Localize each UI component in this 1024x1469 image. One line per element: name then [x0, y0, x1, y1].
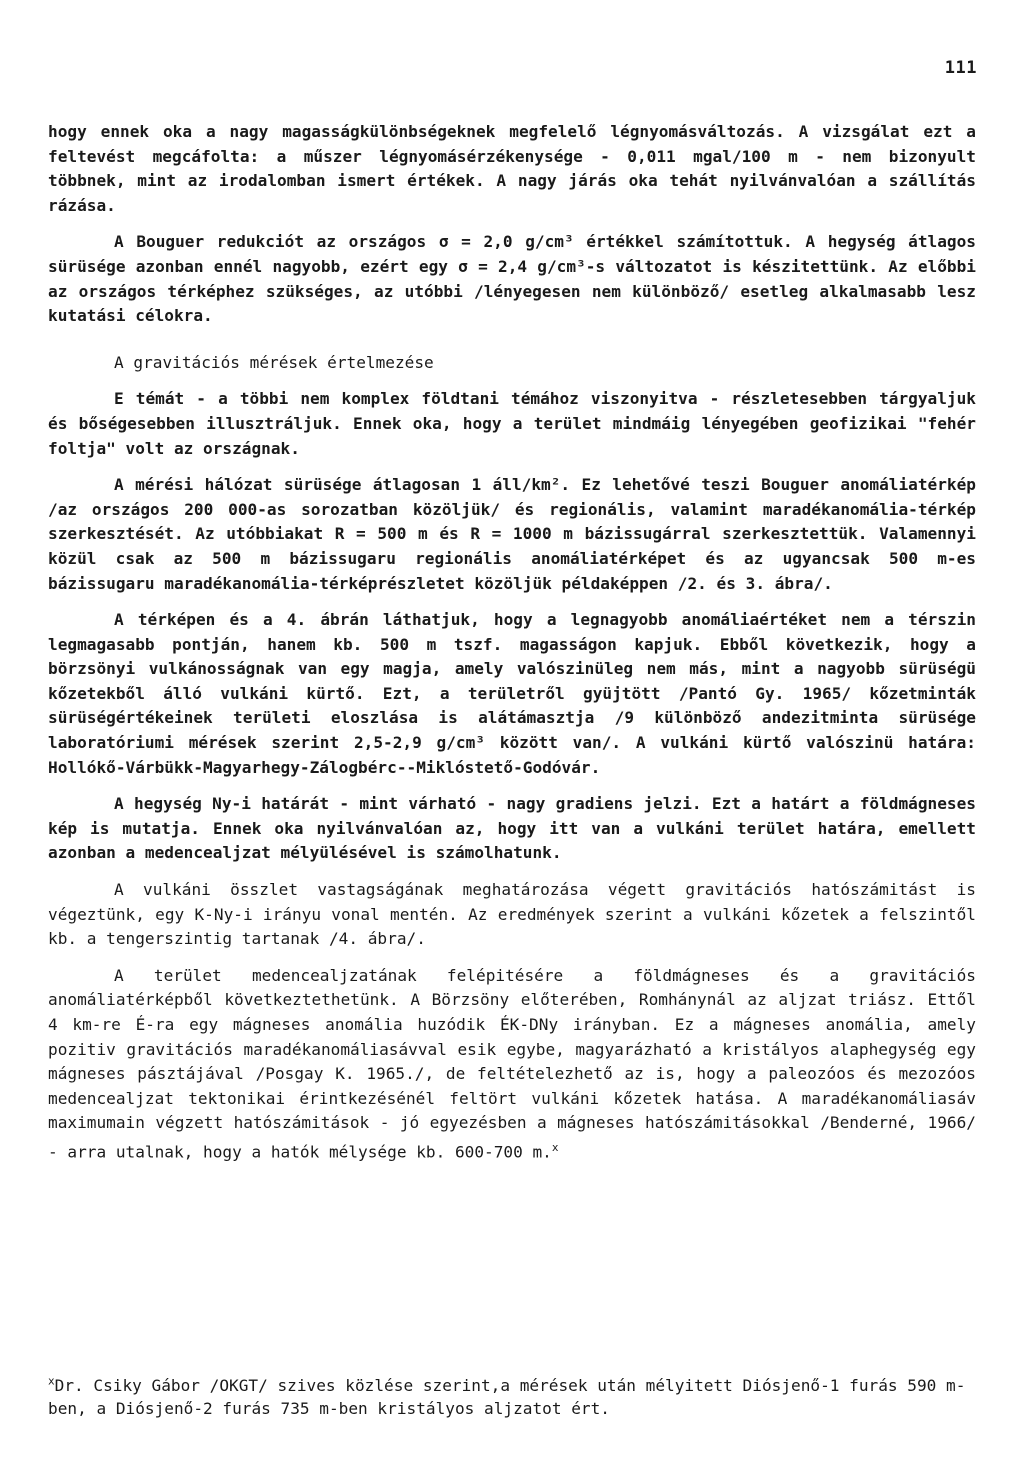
paragraph-bouguer: A Bouguer redukciót az országos σ = 2,0 g/cm³ értékkel számítottuk. A hegység átlagos sürüsége azonban ennél nagyobb, ezért egy σ = 2,4 g/cm³-s változatot is készitettünk. Az előbbi az országos térképhez szükséges, az utóbbi /lényegesen nem különböző/ esetleg alkalmasabb lesz kutatási célokra.	[48, 232, 976, 326]
paragraph-basement	[48, 964, 976, 1165]
section-heading: A gravitációs mérések értelmezése	[114, 352, 434, 372]
footnote-reference: x	[551, 1140, 559, 1154]
paragraph-continuation: hogy ennek oka a nagy magasságkülönbségeknek megfelelő légnyomásváltozás. A vizsgálat ezt a feltevést megcáfolta: a műszer légnyomásérzékenysége - 0,011 mgal/100 m - nem bizonyult többnek, mint az irodalomban ismert értékek. A nagy járás oka tehát nyilvánvalóan a szállítás rázása.	[48, 122, 976, 215]
paragraph-map: A térképen és a 4. ábrán láthatjuk, hogy a legnagyobb anomáliaértéket nem a térszin legmagasabb pontján, hanem kb. 500 m tszf. magasságon kapjuk. Ebből következik, hogy a börzsönyi vulkánosságnak van egy magja, amely valószinüleg nem más, mint a nagyobb sürüségü kőzetekből álló vulkáni kürtő. Ezt, a területről gyüjtött /Pantó Gy. 1965/ kőzetminták sürüségértékeinek területi eloszlása is alátámasztja /9 különböző andezitminta sürüsége laboratóriumi mérések szerint 2,5-2,9 g/cm³ között van/. A vulkáni kürtő valószinü határa: Hollókő-Várbükk-Magyarhegy-Zálogbérc--Miklóstető-Godóvár.	[48, 610, 976, 777]
body-text	[48, 120, 976, 1177]
paragraph-network: A mérési hálózat sürüsége átlagosan 1 áll/km². Ez lehetővé teszi Bouguer anomáliatérkép /az országos 200 000-as sorozatban közöljük/ és regionális, valamint maradékanomália-térkép szerkesztését. Az utóbbiakat R = 500 m és R = 1000 m bázissugárral szerkesztettük. Valamennyi közül csak az 500 m bázissugaru regionális anomáliatérképet és az ugyancsak 500 m-es bázissugaru maradékanomália-térképrészletet közöljük példaképpen /2. és 3. ábra/.	[48, 475, 976, 593]
paragraph-west-border: A hegység Ny-i határát - mint várható - nagy gradiens jelzi. Ezt a határt a földmágneses kép is mutatja. Ennek oka nyilvánvalóan az, hogy itt van a vulkáni terület határa, emellett azonban a medencealjzat mélyülésével is számolhatunk.	[48, 794, 976, 863]
paragraph-volcanic-thickness: A vulkáni összlet vastagságának meghatározása végett gravitációs hatószámitást is végeztünk, egy K-Ny-i irányu vonal mentén. Az eredmények szerint a vulkáni kőzetek a felszintől kb. a tengerszintig tartanak /4. ábra/.	[48, 880, 976, 949]
paragraph-basement-text: A terület medencealjzatának felépitésére a földmágneses és a gravitációs anomáliatérképből következtethetünk. A Börzsöny előterében, Romhánynál az aljzat triász. Ettől 4 km-re É-ra egy mágneses anomália huzódik ÉK-DNy irányban. Ez a mágneses anomália, amely pozitiv gravitációs maradékanomáliasávval esik egybe, magyarázható a kristályos alaphegység egy mágneses pásztájával /Posgay K. 1965./, de feltételezhető az is, hogy a paleozóos és mezozóos medencealjzat tektonikai érintkezésénél feltört vulkáni kőzetek hatása. A maradékanomáliasáv maximumain végzett hatószámitások - jó egyezésben a mágneses hatószámitásokkal /Benderné, 1966/ - arra utalnak, hogy a hatók mélysége kb. 600-700 m.	[48, 965, 976, 1162]
paragraph-topic: E témát - a többi nem komplex földtani témához viszonyitva - részletesebben tárgyaljuk és bőségesebben illusztráljuk. Ennek oka, hogy a terület mindmáig lényegében geofizikai "fehér foltja" volt az országnak.	[48, 389, 976, 458]
footnote-text: Dr. Csiky Gábor /OKGT/ szives közlése szerint,a mérések után mélyitett Diósjenő-1 furás 590 m-ben, a Diósjenő-2 furás 735 m-ben kristályos aljzatot ért.	[48, 1376, 966, 1418]
page-number: 111	[944, 58, 977, 78]
footnote	[48, 1374, 976, 1420]
footnote-mark: x	[48, 1374, 55, 1388]
